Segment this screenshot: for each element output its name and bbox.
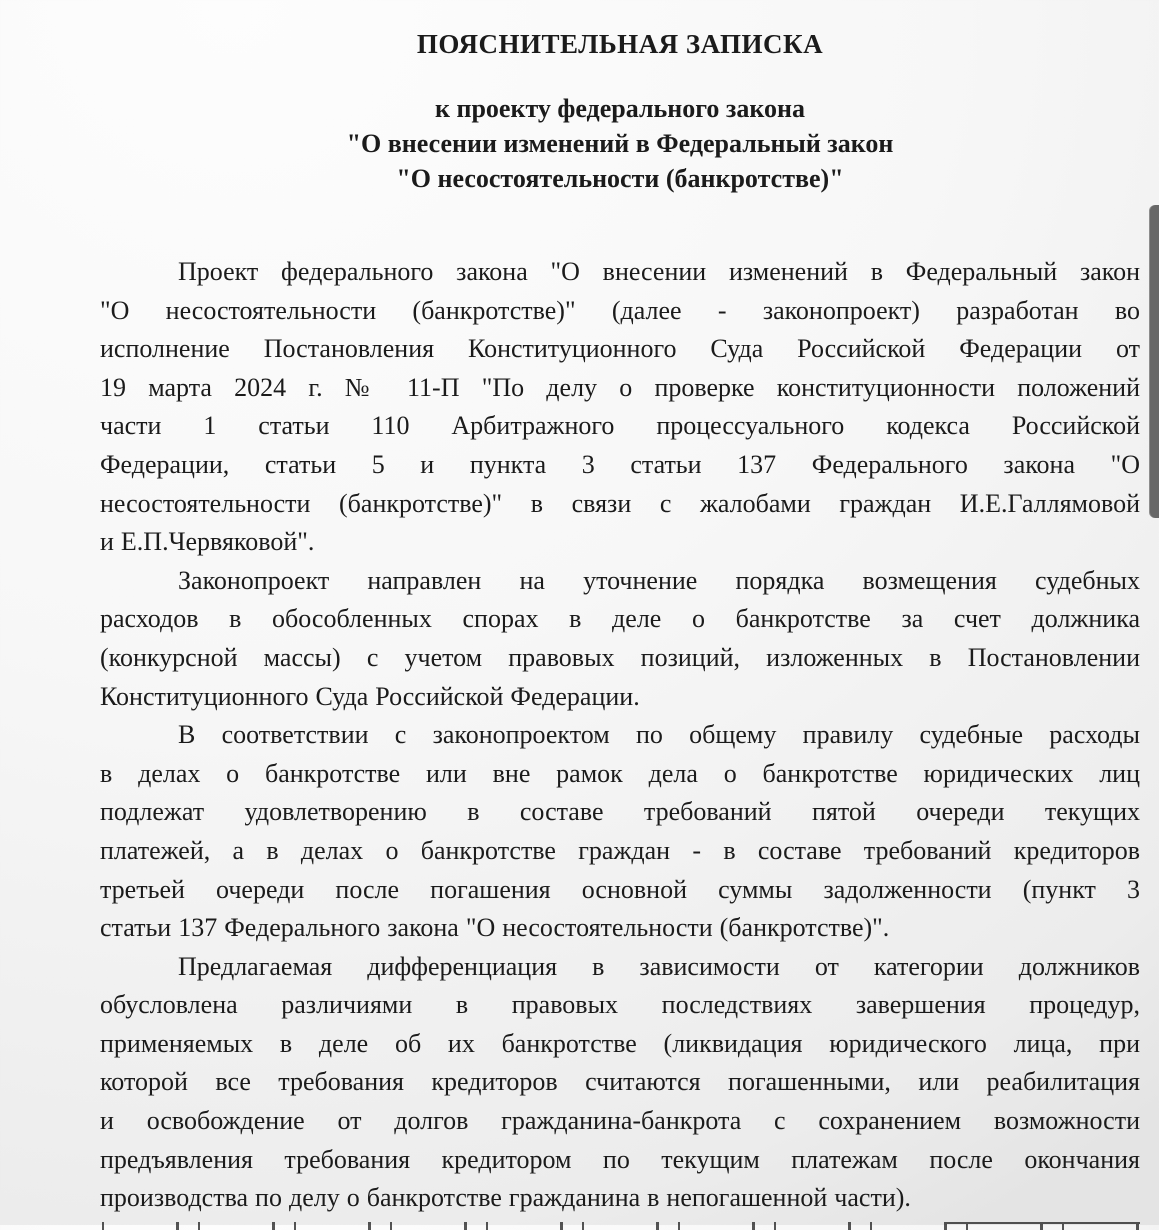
page-title: ПОЯСНИТЕЛЬНАЯ ЗАПИСКА [416, 29, 824, 59]
paragraph-line: Федерации, статьи 5 и пункта 3 статьи 137 Федерального закона "О [100, 449, 1140, 479]
paragraph-line: Предлагаемая дифференциация в зависимости от категории должников [178, 951, 1140, 981]
paragraph-line: Законопроект направлен на уточнение порядка возмещения судебных [178, 565, 1140, 595]
paragraph-line: платежей, а в делах о банкротстве граждан - в составе требований кредиторов [100, 835, 1140, 865]
paragraph-line: которой все требования кредиторов считаются погашенными, или реабилитация [100, 1067, 1140, 1097]
paragraph-line: и освобождение от долгов гражданина-банкрота с сохранением возможности [100, 1106, 1140, 1136]
paragraph-line: (конкурсной массы) с учетом правовых позиций, изложенных в Постановлении [100, 642, 1140, 672]
paragraph-line: подлежат удовлетворению в составе требований пятой очереди текущих [100, 797, 1140, 827]
paragraph-line: "О несостоятельности (банкротстве)" (далее - законопроект) разработан во [100, 295, 1140, 325]
paragraph-line: статьи 137 Федерального закона "О несостоятельности (банкротстве)". [100, 913, 890, 943]
vertical-scrollbar-thumb[interactable] [1149, 205, 1159, 518]
paragraph-line: в делах о банкротстве или вне рамок дела о банкротстве юридических лиц [100, 758, 1140, 788]
paragraph [100, 948, 1140, 1218]
paragraph-line: несостоятельности (банкротстве)" в связи с жалобами граждан И.Е.Галлямовой [100, 488, 1140, 518]
paragraph [100, 562, 1140, 716]
paragraph [100, 253, 1140, 562]
paragraph-line: части 1 статьи 110 Арбитражного процессуального кодекса Российской [100, 411, 1140, 441]
document-heading [100, 24, 1140, 196]
document-body [100, 253, 1140, 1218]
paragraph-line: применяемых в деле об их банкротстве (ликвидация юридического лица, при [100, 1028, 1140, 1058]
document-subtitle [100, 91, 1140, 196]
paragraph-line: расходов в обособленных спорах в деле о банкротстве за счет должника [100, 604, 1140, 634]
paragraph-line: Проект федерального закона "О внесении изменений в Федеральный закон [178, 257, 1140, 286]
paragraph-line: 19 марта 2024 г. № 11-П "По делу о проверке конституционности положений [100, 372, 1140, 402]
paragraph-line: производства по делу о банкротстве гражданина в непогашенной части). [100, 1183, 911, 1213]
paragraph-line: обусловлена различиями в правовых последствиях завершения процедур, [100, 990, 1140, 1020]
subtitle-line: "О несостоятельности (банкротстве)" [396, 164, 844, 193]
paragraph-line: исполнение Постановления Конституционного Суда Российской Федерации от [100, 334, 1140, 364]
paragraph-line: предъявления требования кредитором по текущим платежам после окончания [100, 1144, 1140, 1174]
paragraph-line: и Е.П.Червяковой". [100, 527, 315, 557]
subtitle-line: "О внесении изменений в Федеральный закон [346, 129, 894, 158]
paragraph [100, 716, 1140, 948]
cutoff-next-line [102, 1222, 1140, 1230]
paragraph-line: третьей очереди после погашения основной суммы задолженности (пункт 3 [100, 874, 1140, 904]
paragraph-line: Конституционного Суда Российской Федерации. [100, 681, 640, 711]
subtitle-line: к проекту федерального закона [435, 94, 805, 123]
paragraph-line: В соответствии с законопроектом по общему правилу судебные расходы [178, 720, 1140, 750]
